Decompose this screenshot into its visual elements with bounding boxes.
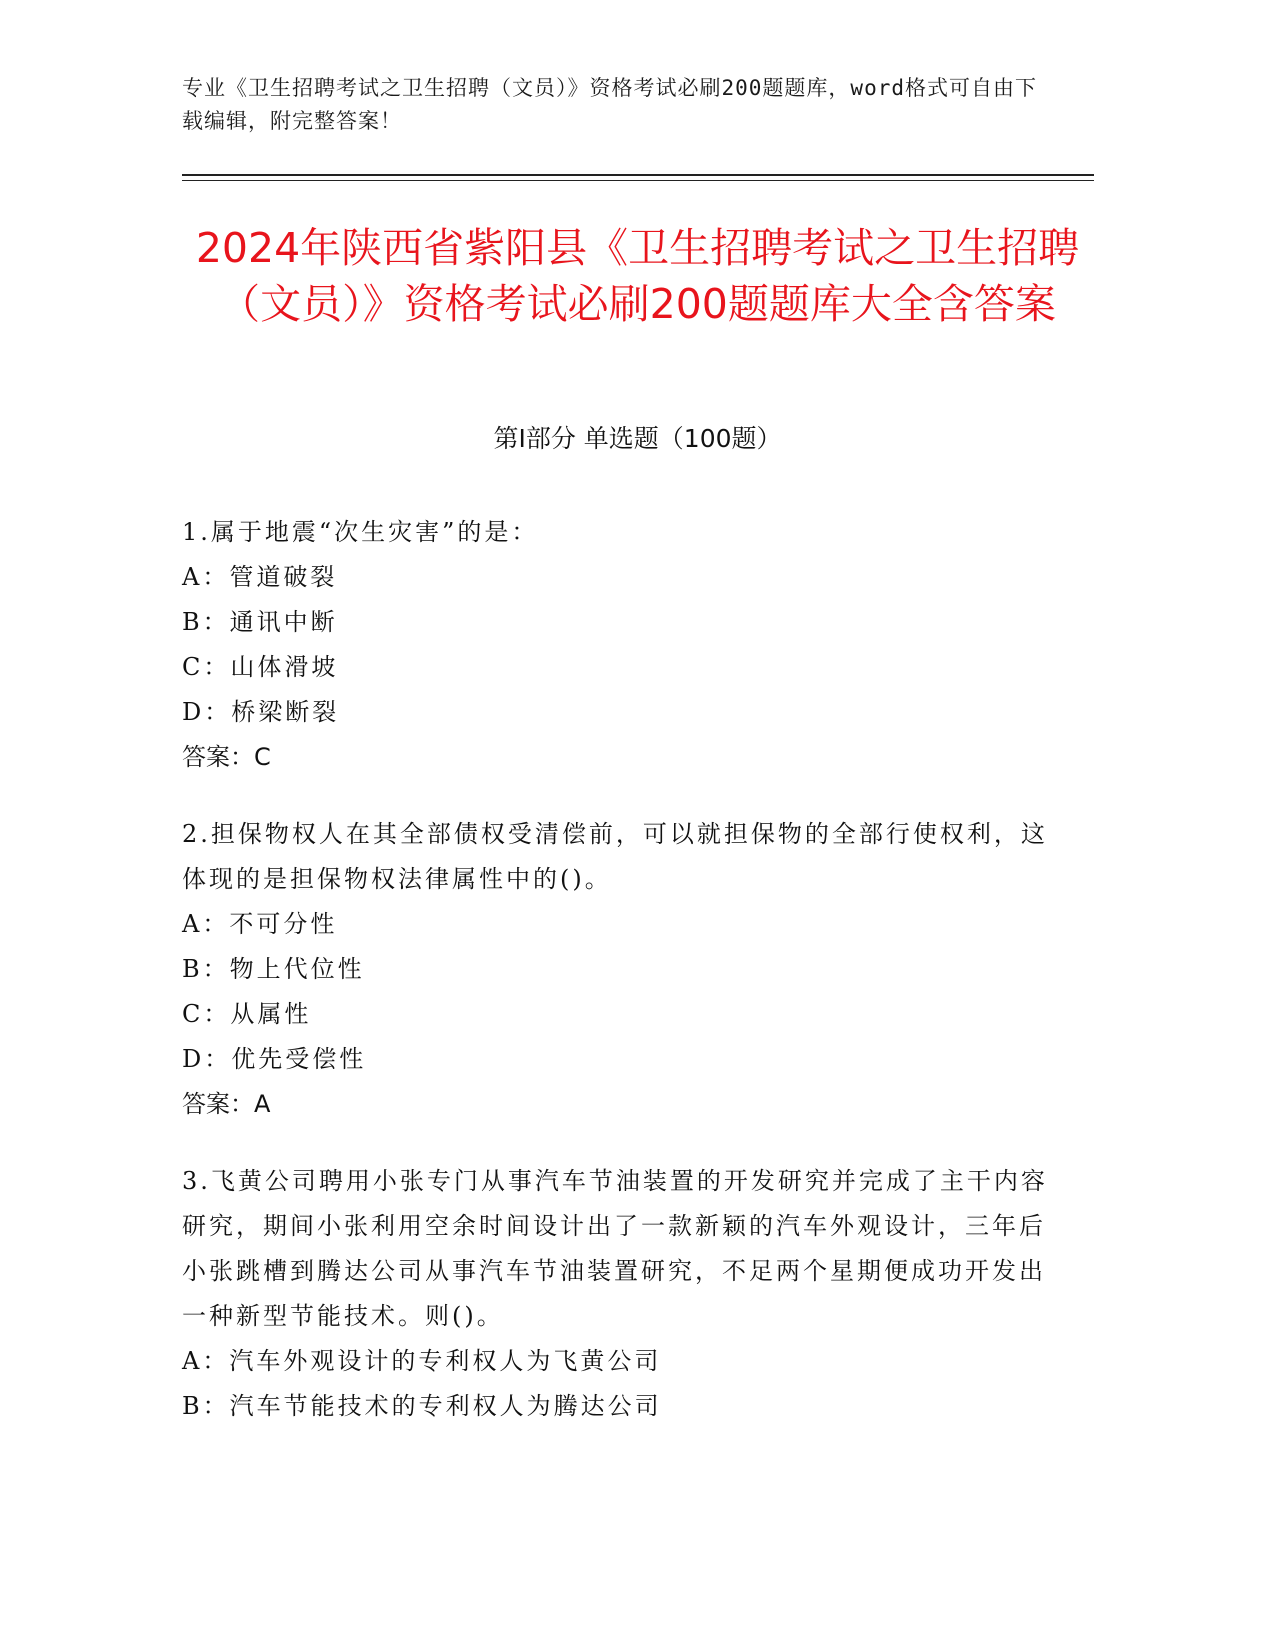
document-title: 2024年陕西省紫阳县《卫生招聘考试之卫生招聘（文员）》资格考试必刷200题题库大全含答案 — [195, 224, 1080, 328]
option-b: B：通讯中断 — [182, 608, 338, 636]
option-d: D：优先受偿性 — [182, 1045, 367, 1073]
option-a: A：不可分性 — [182, 910, 338, 938]
answer: 答案：A — [182, 1090, 271, 1118]
option-c: C：从属性 — [182, 1000, 312, 1028]
answer: 答案：C — [182, 743, 271, 771]
option-d: D：桥梁断裂 — [182, 698, 340, 726]
option-b: B：汽车节能技术的专利权人为腾达公司 — [182, 1392, 662, 1420]
option-a: A：汽车外观设计的专利权人为飞黄公司 — [182, 1347, 662, 1375]
question-2 — [182, 812, 1062, 1127]
question-stem: 3.飞黄公司聘用小张专门从事汽车节油装置的开发研究并完成了主干内容研究，期间小张利用空余时间设计出了一款新颖的汽车外观设计，三年后小张跳槽到腾达公司从事汽车节油装置研究，不足两个星期便成功开发出一种新型节能技术。则()。 — [182, 1167, 1048, 1330]
header-note: 专业《卫生招聘考试之卫生招聘（文员）》资格考试必刷200题题库，word格式可自由下载编辑，附完整答案！ — [182, 76, 1037, 133]
option-a: A：管道破裂 — [182, 563, 338, 591]
header-divider-thin — [182, 180, 1094, 181]
section-heading: 第Ⅰ部分 单选题（100题） — [493, 424, 782, 453]
option-c: C：山体滑坡 — [182, 653, 339, 681]
option-b: B：物上代位性 — [182, 955, 365, 983]
header-divider — [182, 174, 1094, 176]
question-stem: 2.担保物权人在其全部债权受清偿前，可以就担保物的全部行使权利，这体现的是担保物权法律属性中的()。 — [182, 820, 1048, 893]
question-1 — [182, 510, 1062, 780]
question-stem: 1.属于地震“次生灾害”的是： — [182, 518, 539, 546]
question-3 — [182, 1159, 1062, 1429]
question-list — [182, 510, 1062, 1461]
